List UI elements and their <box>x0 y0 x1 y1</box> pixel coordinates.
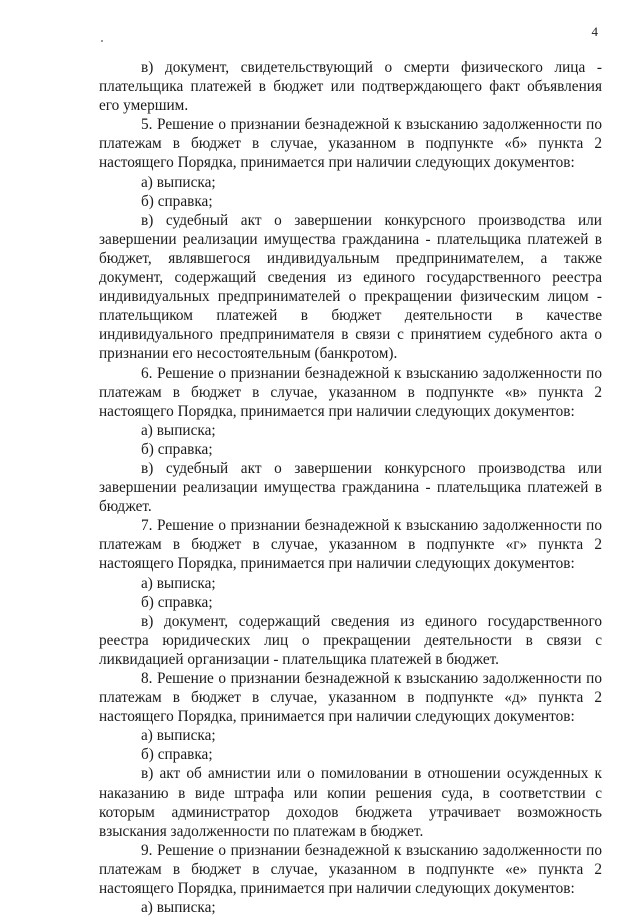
paragraph: а) выписка; <box>141 727 216 745</box>
paragraph: в) судебный акт о завершении конкурсного производства или завершении реализации имущества гражданина - плательщика платежей в бюджет, являвшегося индивидуальным предпринимателем, а также документ, содержащий сведения из единого государственного реестра индивидуальных предпринимателей о прекращении физическим лицом - плательщиком платежей в бюджет деятельности в качестве индивидуального предпринимателя в связи с принятием судебного акта о признании его несостоятельным (банкротом). <box>99 211 602 363</box>
paragraph: 6. Решение о признании безнадежной к взысканию задолженности по платежам в бюджет в случае, указанном в подпункте «в» пункта 2 настоящего Порядка, принимается при наличии следующих документов: <box>99 364 602 420</box>
paragraph: в) документ, свидетельствующий о смерти физического лица - плательщика платежей в бюджет или подтверждающего факт объявления его умершим. <box>99 59 602 115</box>
paragraph: 8. Решение о признании безнадежной к взысканию задолженности по платежам в бюджет в случае, указанном в подпункте «д» пункта 2 настоящего Порядка, принимается при наличии следующих документов: <box>99 670 602 726</box>
paragraph: а) выписка; <box>141 173 216 191</box>
document-body <box>99 58 602 917</box>
paragraph: б) справка; <box>141 593 213 611</box>
paragraph: а) выписка; <box>141 899 216 917</box>
paragraph: а) выписка; <box>141 574 216 592</box>
paragraph: в) акт об амнистии или о помиловании в отношении осужденных к наказанию в виде штрафа или копии решения суда, в соответствии с которым администратор доходов бюджета утрачивает возможность взыскания задолженности по платежам в бюджет. <box>99 765 602 840</box>
paragraph: в) документ, содержащий сведения из единого государственного реестра юридических лиц о прекращении деятельности в связи с ликвидацией организации - плательщика платежей в бюджет. <box>99 612 602 668</box>
page-number: 4 <box>591 24 598 39</box>
paragraph: в) судебный акт о завершении конкурсного производства или завершении реализации имущества гражданина - плательщика платежей в бюджет. <box>99 459 602 516</box>
paragraph: 7. Решение о признании безнадежной к взысканию задолженности по платежам в бюджет в случае, указанном в подпункте «г» пункта 2 настоящего Порядка, принимается при наличии следующих документов: <box>99 517 602 573</box>
paragraph: б) справка; <box>141 192 213 210</box>
paragraph: б) справка; <box>141 746 213 764</box>
scan-speck <box>101 40 103 42</box>
paragraph: а) выписка; <box>141 421 216 439</box>
paragraph: б) справка; <box>141 440 213 458</box>
paragraph: 9. Решение о признании безнадежной к взысканию задолженности по платежам в бюджет в случае, указанном в подпункте «е» пункта 2 настоящего Порядка, принимается при наличии следующих документов: <box>99 841 602 898</box>
paragraph: 5. Решение о признании безнадежной к взысканию задолженности по платежам в бюджет в случае, указанном в подпункте «б» пункта 2 настоящего Порядка, принимается при наличии следующих документов: <box>99 116 602 172</box>
